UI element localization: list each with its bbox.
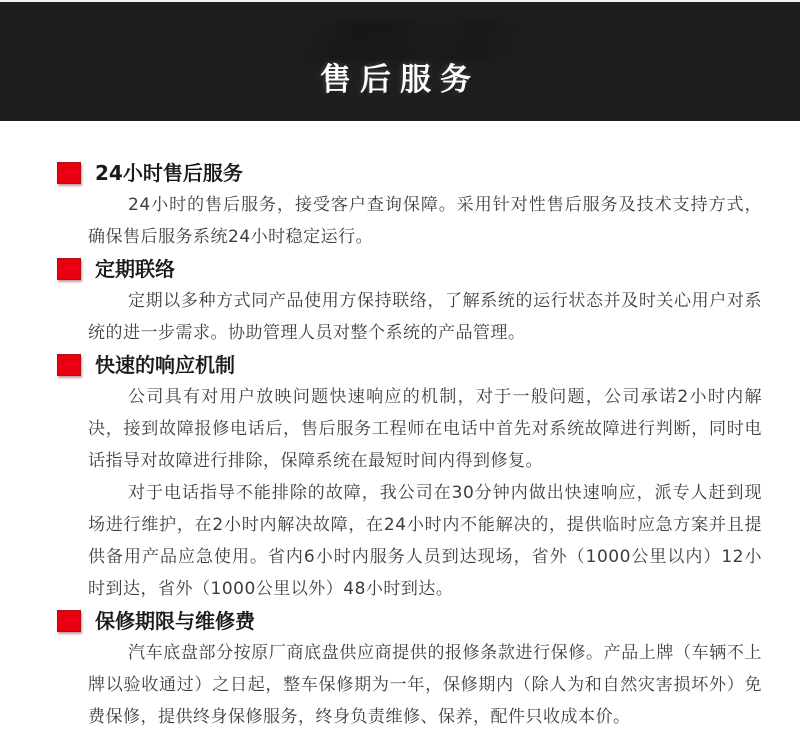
section-24h-service [88, 157, 762, 253]
section-heading: 保修期限与维修费 [95, 609, 255, 633]
section-header [57, 157, 762, 189]
section-heading: 定期联络 [95, 257, 175, 281]
red-square-bullet-icon [57, 354, 81, 376]
page-title: 售后服务 [320, 62, 480, 98]
section-paragraph: 汽车底盘部分按原厂商底盘供应商提供的报修条款进行保修。产品上牌（车辆不上牌以验收通过）之日起，整车保修期为一年，保修期内（除人为和自然灾害损坏外）免费保修，提供终身保修服务，终身负责维修、保养，配件只收成本价。 [88, 643, 762, 727]
section-regular-contact [88, 253, 762, 349]
section-paragraph: 对于电话指导不能排除的故障，我公司在30分钟内做出快速响应，派专人赶到现场进行维护，在2小时内解决故障，在24小时内不能解决的，提供临时应急方案并且提供备用产品应急使用。省内6小时内服务人员到达现场，省外（1000公里以内）12小时到达，省外（1000公里以外）48小时到达。 [88, 483, 762, 599]
red-square-bullet-icon [57, 258, 81, 280]
page-header [0, 0, 800, 121]
red-square-bullet-icon [57, 162, 81, 184]
section-heading: 24小时售后服务 [95, 161, 243, 185]
section-paragraph: 公司具有对用户放映问题快速响应的机制，对于一般问题，公司承诺2小时内解决，接到故障报修电话后，售后服务工程师在电话中首先对系统故障进行判断，同时电话指导对故障进行排除，保障系统在最短时间内得到修复。 [88, 387, 762, 471]
section-header [57, 349, 762, 381]
content-area [0, 121, 800, 733]
section-header [57, 253, 762, 285]
section-warranty-fees [88, 605, 762, 733]
section-paragraph: 定期以多种方式同产品使用方保持联络，了解系统的运行状态并及时关心用户对系统的进一步需求。协助管理人员对整个系统的产品管理。 [88, 291, 762, 343]
section-rapid-response [88, 349, 762, 605]
red-square-bullet-icon [57, 610, 81, 632]
section-heading: 快速的响应机制 [95, 353, 235, 377]
section-paragraph: 24小时的售后服务，接受客户查询保障。采用针对性售后服务及技术支持方式，确保售后服务系统24小时稳定运行。 [88, 195, 762, 247]
section-header [57, 605, 762, 637]
